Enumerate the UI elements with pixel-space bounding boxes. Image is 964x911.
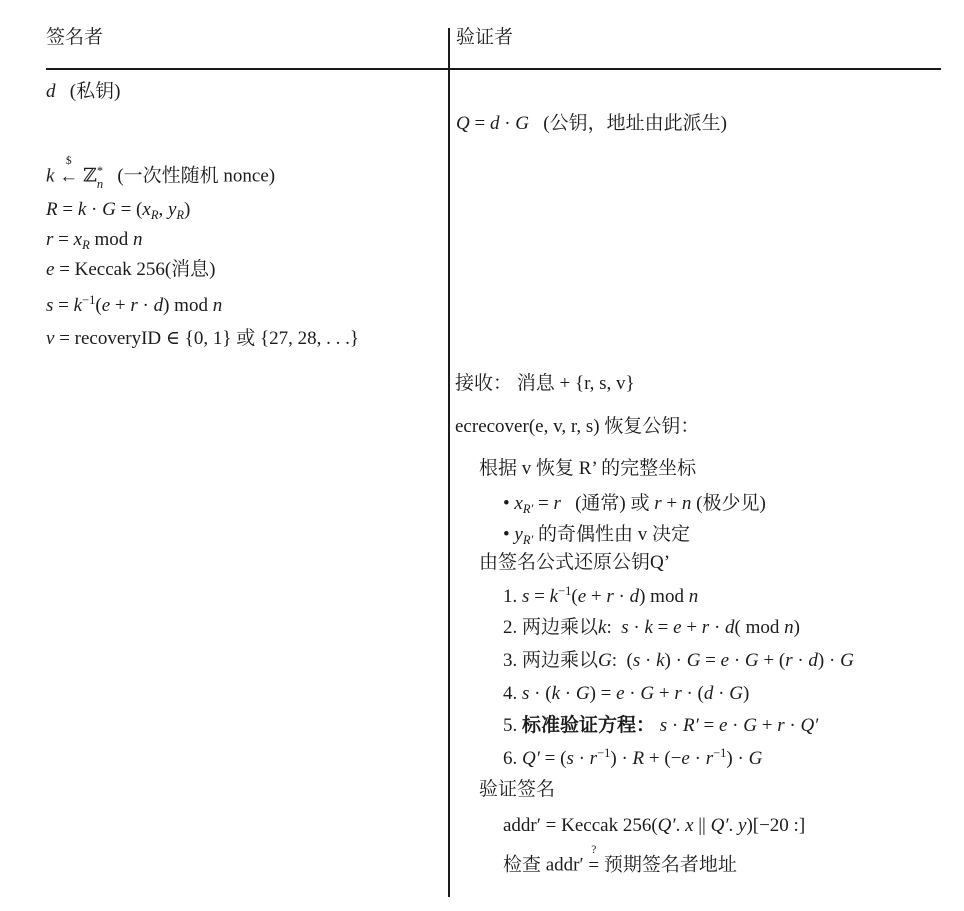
text-segment: · [624,683,641,704]
text-segment: ( [571,586,578,607]
text-segment: 标准验证方程： [522,715,656,736]
text-segment: G [102,199,116,220]
text-segment: + [110,295,131,316]
text-segment: (公钥，地址由此派生) [529,113,727,134]
text-derive-public-key [479,551,670,575]
text-segment: 3. 两边乘以 [503,650,599,671]
text-segment: x [514,493,523,514]
text-segment: r [674,683,682,704]
text-segment: y [167,199,177,220]
formula-step-4 [503,682,749,706]
text-segment: −1 [558,584,572,598]
text-segment: k [77,199,87,220]
text-segment: R [632,748,645,769]
text-segment: ) [793,617,800,638]
text-segment: mod [89,229,133,250]
text-segment: = [533,493,554,514]
text-segment: 预期签名者地址 [599,854,737,876]
text-segment: ( [95,295,102,316]
text-segment: y [514,524,523,545]
text-segment: · [613,586,630,607]
formula-v-recovery-id [46,327,359,351]
text-segment: = [652,617,674,638]
text-segment: ) · [817,650,841,671]
bullet-x-coordinate [503,492,766,518]
text-segment: s [621,617,629,638]
text-segment: · [573,748,590,769]
text-segment: d [808,650,818,671]
text-segment: · [689,748,706,769]
text-segment: s [566,748,574,769]
text-segment: e [577,586,587,607]
text-segment: · ( [529,683,552,704]
text-segment: e [720,650,730,671]
formula-step-5 [503,714,818,738]
formula-public-key [456,112,727,136]
text-segment: 1. [503,586,522,607]
text-segment: · [792,650,809,671]
text-segment: G [748,748,763,769]
text-segment: ( mod [734,617,785,638]
text-segment: = [57,199,78,220]
text-recover-r-coords [479,457,696,481]
text-segment: ) · [726,748,749,769]
text-segment: · [137,295,154,316]
text-segment: x [142,199,151,220]
formula-s-value [46,293,222,318]
text-segment: Q′ [657,815,676,836]
text-segment: ) [742,683,750,704]
text-segment: 根据 v 恢复 R’ 的完整坐标 [479,458,697,479]
text-segment: 4. [503,683,522,704]
formula-step-6 [503,746,762,771]
text-segment: x [73,229,83,250]
overset-symbol: $ ← [59,155,79,187]
text-segment: G [598,650,612,671]
text-segment: ) = [589,683,617,704]
text-segment: R [82,238,90,252]
text-segment: G [743,715,757,736]
text-segment: · [86,199,103,220]
text-segment: s [522,586,530,607]
text-segment: v [46,328,55,349]
header-divider-line [46,68,941,70]
text-segment: d [725,617,735,638]
text-segment: n [212,295,223,316]
text-segment: d [629,586,640,607]
text-segment: • [503,493,515,514]
text-segment: + [654,683,675,704]
text-segment: || [693,815,711,836]
text-segment: r [46,229,54,250]
text-segment: · [709,617,726,638]
text-segment: · ( [681,683,704,704]
text-segment: G [729,683,743,704]
verifier-column-header: 验证者 [456,27,514,48]
text-segment: G [575,683,590,704]
text-segment: r [701,617,710,638]
text-segment: . [675,815,686,836]
text-segment: = Keccak 256(消息) [54,259,216,280]
text-segment: · [729,650,745,671]
text-segment: · [713,683,730,704]
text-segment: · [727,715,744,736]
text-segment: r [705,748,714,769]
text-segment: 验证签名 [479,779,556,800]
text-segment: R′ [522,502,534,516]
text-segment: · [784,715,801,736]
text-segment: . [728,815,738,836]
formula-addr-derive [503,814,805,838]
text-segment: ) mod [639,586,689,607]
text-segment: = [698,715,719,736]
formula-e-hash [46,258,216,282]
formula-nonce [46,156,275,190]
text-segment: (通常) 或 [560,493,655,514]
text-segment: r [130,295,138,316]
text-verify-signature [479,778,555,802]
text-segment: s [46,295,54,316]
text-segment: R [150,208,159,222]
formula-r-value [46,228,142,254]
text-segment: −1 [82,293,96,307]
text-segment: n [784,617,794,638]
text-segment: · [560,683,576,704]
text-segment: e [718,715,728,736]
text-segment: : [606,617,622,638]
text-segment: r [777,715,785,736]
text-segment: 2. 两边乘以 [503,617,599,638]
text-segment: 的奇偶性由 v 决定 [533,524,690,545]
text-segment: + [661,493,682,514]
text-segment: R [176,208,185,222]
text-segment: = [529,586,550,607]
text-segment: s [632,650,641,671]
formula-step-2 [503,616,800,640]
text-segment: + (− [644,748,682,769]
text-segment: k [656,650,665,671]
text-segment: G [640,683,655,704]
text-segment: ) [184,199,191,220]
text-segment: −1 [713,746,727,760]
text-segment: • [503,524,515,545]
signer-column-header: 签名者 [46,27,104,48]
text-segment: Q′ [800,715,819,736]
text-segment: n [688,586,699,607]
formula-step-1 [503,584,698,609]
formula-r-point [46,198,190,224]
text-segment: s [522,683,530,704]
text-segment: 6. [503,748,522,769]
text-segment: = recoveryID ∈ {0, 1} 或 {27, 28, . . .} [54,328,359,349]
text-segment: n [132,229,143,250]
text-segment: (极少见) [691,493,766,514]
text-segment: R [46,199,58,220]
text-segment: + [586,586,607,607]
text-segment: r [785,650,793,671]
text-segment: 检查 addr′ [503,854,589,876]
text-segment: e [673,617,682,638]
text-segment: · [640,650,657,671]
text-segment: G [744,650,759,671]
text-segment: k [551,683,560,704]
text-segment: k [73,295,83,316]
text-segment: ) · [610,748,633,769]
text-ecrecover [455,415,699,439]
text-segment: R′ [522,533,534,547]
text-segment: = [700,650,721,671]
text-segment: 5. [503,715,522,736]
text-segment: (私钥) [55,81,121,102]
text-segment: s [659,715,668,736]
text-segment: d [489,113,500,134]
text-segment: (一次性随机 nonce) [103,165,276,187]
text-segment: = [469,113,490,134]
text-segment: 接收： 消息 + {r, s, v} [455,373,635,394]
text-segment: R′ [683,715,699,736]
text-segment: −1 [597,746,611,760]
text-segment: k [598,617,607,638]
stacked-sup-sub: * n [96,164,104,191]
text-segment: + [756,715,778,736]
text-segment: addr′ = Keccak 256( [503,815,658,836]
text-segment: ecrecover(e, v, r, s) 恢复公钥： [455,416,700,437]
text-segment: d [703,683,714,704]
text-segment: y [738,815,747,836]
text-segment: e [616,683,625,704]
text-segment: d [153,295,164,316]
text-segment: G [840,650,854,671]
text-segment: ℤ [78,165,97,187]
text-segment: k [46,165,55,187]
text-segment: )[−20 :] [746,815,806,836]
text-segment: r [654,493,662,514]
text-segment: x [685,815,694,836]
column-divider-line [448,28,450,897]
text-segment: Q [456,113,470,134]
text-segment: 由签名公式还原公钥Q’ [479,552,671,573]
text-segment: G [515,113,530,134]
text-segment: = [53,295,74,316]
text-segment: = ( [115,199,143,220]
text-segment: ) mod [163,295,213,316]
text-segment: = [53,229,74,250]
text-segment: k [549,586,559,607]
text-segment: e [46,259,55,280]
formula-private-key [46,80,120,104]
text-segment: k [644,617,653,638]
text-segment: + [681,617,702,638]
text-segment: + ( [758,650,786,671]
bullet-y-parity [503,523,690,549]
text-segment: ) · [664,650,687,671]
text-segment: G [686,650,701,671]
text-segment: r [606,586,614,607]
overset-symbol: ? = [588,844,600,876]
text-segment: · [499,113,516,134]
formula-step-3 [503,649,854,673]
formula-addr-check [503,845,737,877]
text-segment: n [681,493,692,514]
text-segment: : ( [611,650,633,671]
text-segment: · [667,715,683,736]
text-segment: r [589,748,598,769]
text-segment: , [158,199,168,220]
text-receive [455,372,635,396]
text-segment: r [553,493,561,514]
text-segment: e [681,748,690,769]
text-segment: Q′ [522,748,540,769]
text-segment: d [46,81,56,102]
text-segment: · [628,617,645,638]
text-segment: Q′ [710,815,729,836]
text-segment: e [101,295,111,316]
text-segment: = ( [539,748,567,769]
